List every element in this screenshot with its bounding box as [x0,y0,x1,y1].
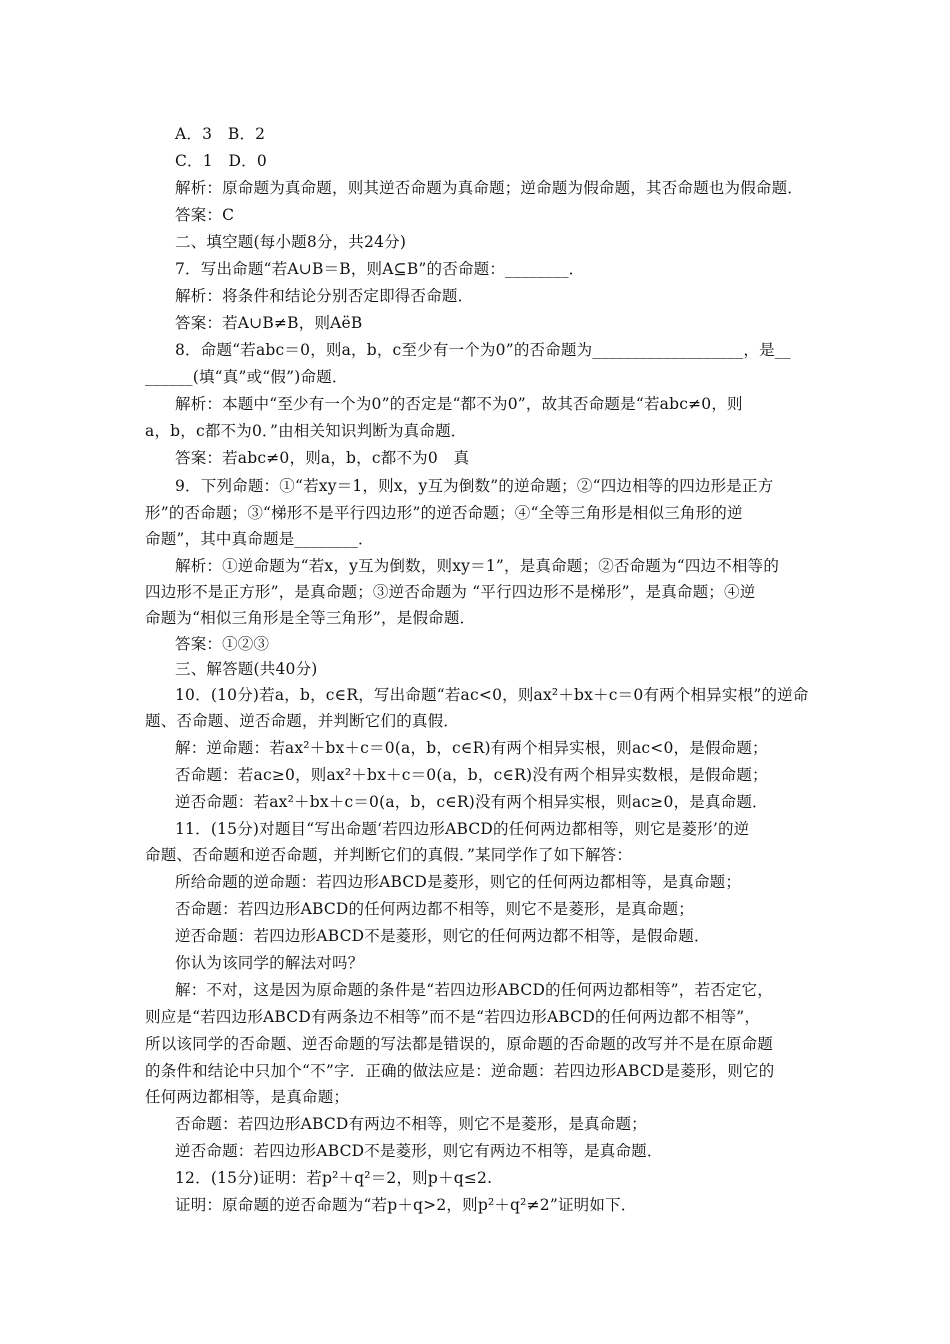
text-line: 则应是“若四边形ABCD有两条边不相等”而不是“若四边形ABCD的任何两边都不相等”， [145,1008,761,1026]
text-line: 解析：原命题为真命题，则其逆否命题为真命题；逆命题为假命题，其否命题也为假命题． [175,179,804,197]
text-line: ______(填“真”或“假”)命题． [145,368,348,386]
section-heading: 二、填空题(每小题8分，共24分) [175,233,407,251]
text-line: 任何两边都相等，是真命题； [145,1088,350,1106]
text-line: 的条件和结论中只加个“不”字．正确的做法应是：逆命题：若四边形ABCD是菱形，则它的 [145,1062,775,1080]
text-line: 形”的否命题；③“梯形不是平行四边形”的逆否命题；④“全等三角形是相似三角形的逆 [145,504,743,522]
text-line: 命题”，其中真命题是________． [145,530,374,548]
text-line: 7．写出命题“若A∪B＝B，则A⊆B”的否命题：________． [175,260,585,278]
text-line: 四边形不是正方形”，是真命题；③逆否命题为 “平行四边形不是梯形”，是真命题；④逆 [145,583,756,601]
text-line: a，b，c都不为0．”由相关知识判断为真命题． [145,422,467,440]
text-line: 11．(15分)对题目“写出命题‘若四边形ABCD的任何两边都相等，则它是菱形’的逆 [175,820,750,838]
text-line: A．3 B．2 [175,125,266,143]
text-line: 8．命题“若abc＝0，则a，b，c至少有一个为0”的否命题为___________________，是__ [175,341,791,359]
text-line: 解析：①逆命题为“若x，y互为倒数，则xy＝1”，是真命题；②否命题为“四边不相等的 [175,557,780,575]
text-line: 否命题：若ac≥0，则ax²＋bx＋c＝0(a，b，c∈R)没有两个相异实数根，是假命题； [175,766,768,784]
text-line: 题、否命题、逆否命题，并判断它们的真假． [145,712,460,730]
text-line: 你认为该同学的解法对吗？ [175,954,364,972]
text-line: C．1 D．0 [175,152,267,170]
text-line: 逆否命题：若四边形ABCD不是菱形，则它的任何两边都不相等，是假命题． [175,927,710,945]
text-line: 解：不对，这是因为原命题的条件是“若四边形ABCD的任何两边都相等”，若否定它， [175,981,774,999]
section-heading: 三、解答题(共40分) [175,660,318,678]
text-line: 9．下列命题：①“若xy＝1，则x，y互为倒数”的逆命题；②“四边相等的四边形是正方 [175,477,774,495]
text-line: 答案：若A∪B≠B，则AëB [175,314,363,332]
text-line: 答案：①②③ [175,635,270,653]
text-line: 答案：C [175,206,235,224]
text-line: 10．(10分)若a，b，c∈R，写出命题“若ac<0，则ax²＋bx＋c＝0有两个相异实根”的逆命 [175,686,809,704]
text-line: 解：逆命题：若ax²＋bx＋c＝0(a，b，c∈R)有两个相异实根，则ac<0，是假命题； [175,739,768,757]
text-line: 答案：若abc≠0，则a，b，c都不为0 真 [175,449,470,467]
text-line: 否命题：若四边形ABCD有两边不相等，则它不是菱形，是真命题； [175,1115,647,1133]
text-line: 逆否命题：若ax²＋bx＋c＝0(a，b，c∈R)没有两个相异实根，则ac≥0，是真命题． [175,793,768,811]
text-line: 所以该同学的否命题、逆否命题的写法都是错误的，原命题的否命题的改写并不是在原命题 [145,1035,774,1053]
text-line: 命题、否命题和逆否命题，并判断它们的真假．”某同学作了如下解答： [145,846,633,864]
text-line: 12．(15分)证明：若p²＋q²＝2，则p＋q≤2. [175,1169,493,1187]
text-line: 逆否命题：若四边形ABCD不是菱形，则它有两边不相等，是真命题． [175,1142,663,1160]
text-line: 否命题：若四边形ABCD的任何两边都不相等，则它不是菱形，是真命题； [175,900,694,918]
text-line: 解析：将条件和结论分别否定即得否命题． [175,287,474,305]
text-line: 解析：本题中“至少有一个为0”的否定是“都不为0”，故其否命题是“若abc≠0，则 [175,395,743,413]
text-line: 所给命题的逆命题：若四边形ABCD是菱形，则它的任何两边都相等，是真命题； [175,873,742,891]
text-line: 证明：原命题的逆否命题为“若p＋q>2，则p²＋q²≠2”证明如下． [175,1196,637,1214]
text-line: 命题为“相似三角形是全等三角形”，是假命题． [145,609,476,627]
